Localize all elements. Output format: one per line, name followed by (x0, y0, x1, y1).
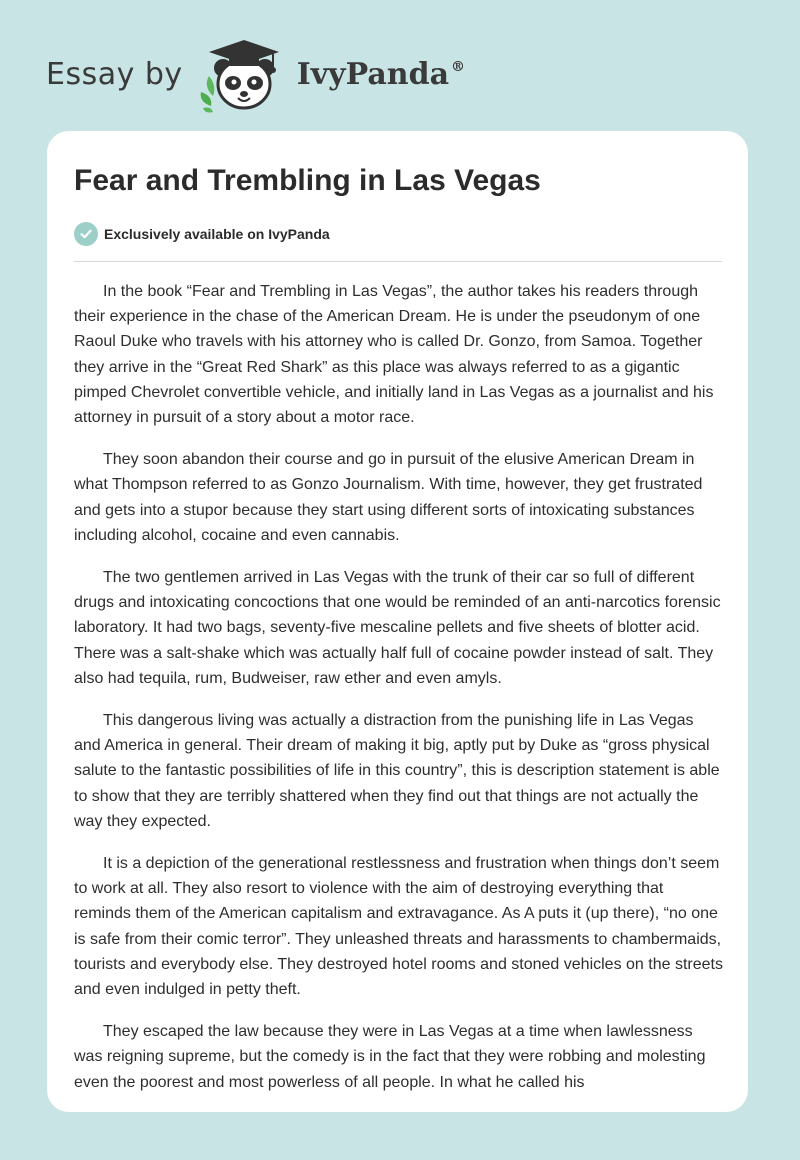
title-divider (74, 261, 722, 262)
essay-paragraph: It is a depiction of the generational restlessness and frustration when things don’t seem to work at all. They also resort to violence with the aim of destroying everything that reminds them of the American capitalism and extravagance. As A puts it (up there), “no one is safe from their comic terror”. They unleashed threats and harassments to chambermaids, tourists and everybody else. They destroyed hotel rooms and stoned vehicles on the streets and even indulged in petty theft. (74, 855, 723, 999)
registered-mark: ® (451, 58, 466, 75)
exclusive-badge-label: Exclusively available on IvyPanda (104, 226, 330, 242)
brand-name: IvyPanda (296, 56, 450, 92)
panda-graduate-icon (199, 34, 291, 114)
essay-paragraph: This dangerous living was actually a distraction from the punishing life in Las Vegas and America in general. Their dream of making it big, aptly put by Duke as “gross physical salute to the fantastic possibilities of life in this country”, this is description statement is able to show that they are terribly shattered when they find out that things are not actually the way they expected. (74, 712, 720, 830)
exclusive-badge (74, 222, 330, 246)
essay-paragraph: The two gentlemen arrived in Las Vegas with the trunk of their car so full of different drugs and intoxicating concoctions that one would be reminded of an anti-narcotics forensic laboratory. It had two bags, seventy-five mescaline pellets and five sheets of blotter acid. There was a salt-shake which was actually half full of cocaine powder instead of salt. They also had tequila, rum, Budweiser, raw ether and even amyls. (74, 569, 721, 687)
essay-paragraph: They escaped the law because they were in Las Vegas at a time when lawlessness was reigning supreme, but the comedy is in the fact that they were robbing and molesting even the poorest and most powerless of all people. In what he called his (74, 1023, 706, 1091)
essay-by-label: Essay by (46, 56, 183, 92)
essay-paragraph: In the book “Fear and Trembling in Las Vegas”, the author takes his readers through their experience in the chase of the American Dream. He is under the pseudonym of one Raoul Duke who travels with his attorney who is called Dr. Gonzo, from Samoa. Together they arrive in the “Great Red Shark” as this place was always referred to as a gigantic pimped Chevrolet convertible vehicle, and initially land in Las Vegas as a journalist and his attorney in pursuit of a story about a motor race. (74, 283, 714, 427)
brand-logo-text (297, 57, 465, 92)
essay-paragraph: They soon abandon their course and go in pursuit of the elusive American Dream in what Thompson referred to as Gonzo Journalism. With time, however, they get frustrated and gets into a stupor because they start using different sorts of intoxicating substances including alcohol, cocaine and even cannabis. (74, 451, 703, 544)
essay-body (74, 279, 724, 1112)
check-icon (74, 222, 98, 246)
essay-title: Fear and Trembling in Las Vegas (74, 164, 541, 197)
site-header (46, 34, 465, 114)
essay-card (47, 131, 748, 1112)
